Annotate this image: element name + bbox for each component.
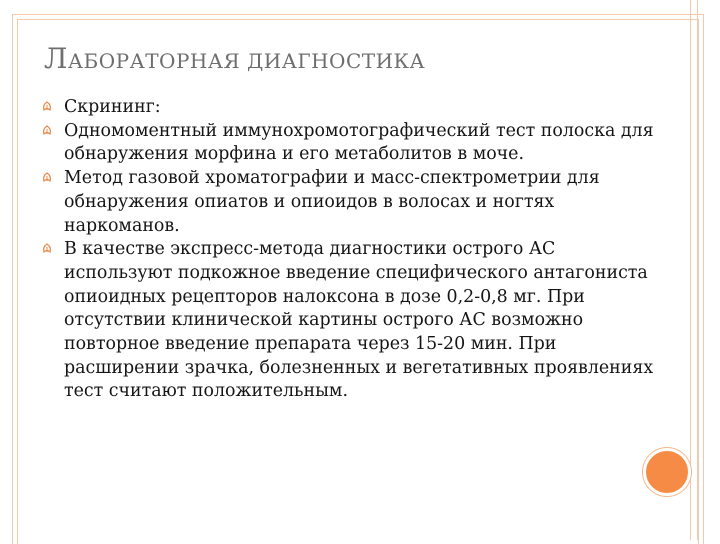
ornamental-bullet-icon xyxy=(41,243,53,255)
slide-title xyxy=(44,42,425,75)
ornamental-bullet-icon xyxy=(41,172,53,184)
bullet-text: Метод газовой хроматографии и масс-спектрометрии для обнаружения опиатов и опиоидов в волосах и ногтях наркоманов. xyxy=(64,168,600,236)
bullet-text: Одномоментный иммунохромотографический тест полоска для обнаружения морфина и его метаболитов в моче. xyxy=(64,120,654,165)
title-initial: Л xyxy=(44,42,68,75)
list-item xyxy=(64,96,654,120)
decorative-orange-circle xyxy=(643,448,691,496)
bullet-list xyxy=(64,96,654,404)
list-item xyxy=(64,167,654,238)
ornamental-bullet-icon xyxy=(41,125,53,137)
bullet-text: В качестве экспресс-метода диагностики острого АС используют подкожное введение специфического антагониста опиоидных рецепторов налоксона в дозе 0,2-0,8 мг. При отсутствии клинической картины острого АС возможно повторное введение препарата через 15-20 мин. При расширении зрачка, болезненных и вегетативных проявлениях тест считают положительным. xyxy=(64,239,654,402)
list-item xyxy=(64,120,654,167)
frame-vertical-line xyxy=(690,0,691,540)
bullet-text: Скрининг: xyxy=(64,97,161,117)
frame-vertical-line xyxy=(697,0,698,540)
list-item xyxy=(64,238,654,404)
title-rest: АБОРАТОРНАЯ ДИАГНОСТИКА xyxy=(67,49,426,73)
ornamental-bullet-icon xyxy=(41,101,53,113)
